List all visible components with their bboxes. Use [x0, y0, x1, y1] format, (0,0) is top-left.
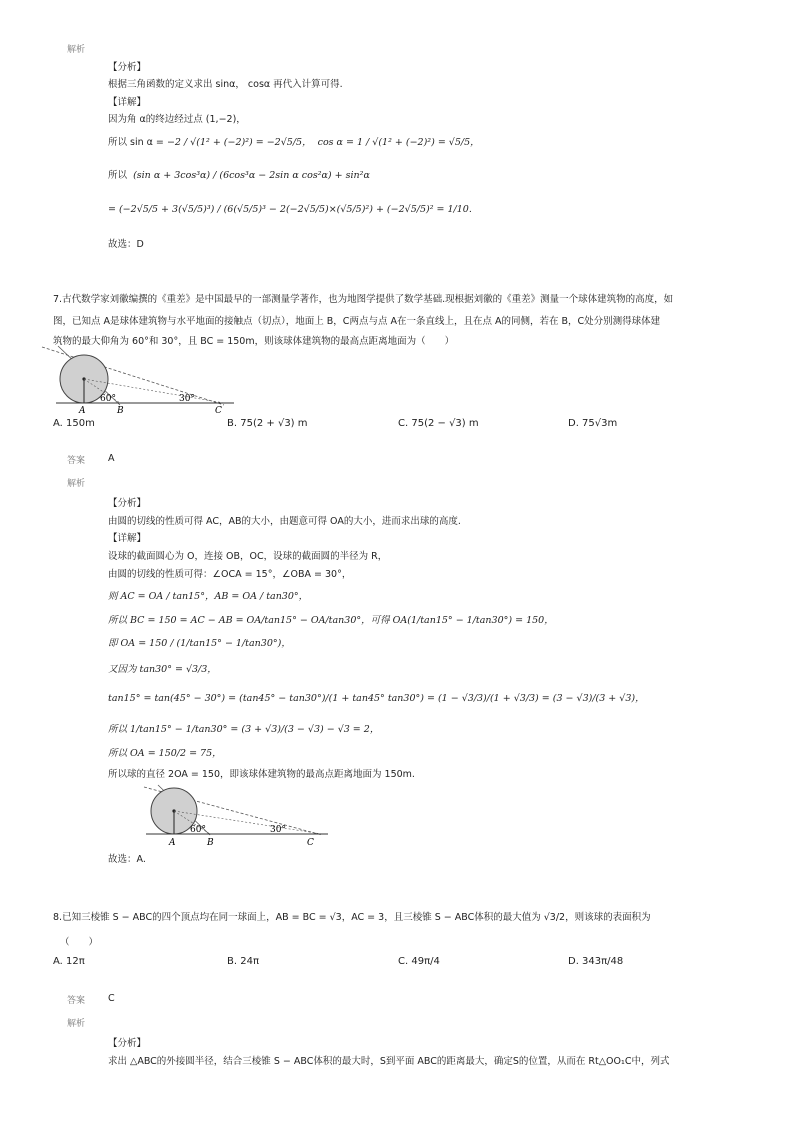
analysis-label: 解析 [67, 45, 86, 55]
point-a-label: A [169, 838, 176, 848]
solution-line: = (−2√5/5 + 3(√5/5)³) / (6(√5/5)³ − 2(−2√5/5)×(√5/5)²) + (−2√5/5)² = 1/10. [108, 204, 472, 215]
point-c-label: C [215, 406, 222, 416]
xiangjie-heading: 【详解】 [108, 533, 147, 544]
answer-value: C [108, 993, 115, 1004]
solution-line: 所以 sin α = −2 / √(1² + (−2)²) = −2√5/5， cos α = 1 / √(1² + (−2)²) = √5/5， [108, 137, 480, 148]
question-stem: 8.已知三棱锥 S − ABC的四个顶点均在同一球面上，AB = BC = √3，AC = 3，且三棱锥 S − ABC体积的最大值为 √3/2，则该球的表面积为 [53, 912, 651, 923]
fenxi-heading: 【分析】 [108, 498, 147, 509]
point-b-label: B [117, 406, 124, 416]
answer-label: 答案 [67, 996, 86, 1006]
option-a[interactable]: A. 150m [53, 418, 95, 429]
xiangjie-heading: 【详解】 [108, 97, 147, 108]
angle-60-label: 60° [190, 825, 206, 835]
sphere-figure-solution [138, 783, 338, 849]
solution-line: 由圆的切线的性质可得：∠OCA = 15°，∠OBA = 30°， [108, 569, 352, 580]
angle-30-label: 30° [179, 394, 195, 404]
answer-value: A [108, 453, 115, 464]
option-c[interactable]: C. 49π/4 [398, 956, 440, 967]
option-d[interactable]: D. 75√3m [568, 418, 618, 429]
question-stem: 7.古代数学家刘徽编撰的《重差》是中国最早的一部测量学著作，也为地图学提供了数学基础.现根据刘徽的《重差》测量一个球体建筑物的高度，如 [53, 294, 674, 305]
answer-label: 答案 [67, 456, 86, 466]
angle-30-label: 30° [270, 825, 286, 835]
solution-line: tan15° = tan(45° − 30°) = (tan45° − tan30°)/(1 + tan45° tan30°) = (1 − √3/3)/(1 + √3/3) = (3 − √3)/(3 + √3)， [108, 693, 645, 704]
fenxi-heading: 【分析】 [108, 62, 147, 73]
solution-line: 设球的截面圆心为 O，连接 OB，OC，设球的截面圆的半径为 R， [108, 551, 388, 562]
analysis-label: 解析 [67, 479, 86, 489]
fenxi-heading: 【分析】 [108, 1038, 147, 1049]
option-d[interactable]: D. 343π/48 [568, 956, 624, 967]
option-b[interactable]: B. 75(2 + √3) m [227, 418, 308, 429]
point-c-label: C [307, 838, 314, 848]
fenxi-text: 根据三角函数的定义求出 sinα， cosα 再代入计算可得. [108, 79, 343, 90]
question-stem: 筑物的最大仰角为 60°和 30°，且 BC = 150m，则该球体建筑物的最高点距离地面为（ ） [53, 336, 455, 347]
point-a-label: A [79, 406, 86, 416]
solution-line: 所以 OA = 150/2 = 75， [108, 748, 222, 759]
question-stem: （ ） [60, 937, 99, 948]
solution-line: 则 AC = OA / tan15°，AB = OA / tan30°， [108, 591, 309, 602]
question-stem: 图，已知点 A是球体建筑物与水平地面的接触点（切点），地面上 B，C两点与点 A在一条直线上，且在点 A的同侧，若在 B，C处分别测得球体建 [53, 316, 661, 327]
solution-line: 所以 1/tan15° − 1/tan30° = (3 + √3)/(3 − √3) − √3 = 2， [108, 724, 380, 735]
option-b[interactable]: B. 24π [227, 956, 259, 967]
analysis-label: 解析 [67, 1019, 86, 1029]
sphere-figure [38, 345, 248, 417]
solution-line: 所以 (sin α + 3cos³α) / (6cos³α − 2sin α cos²α) + sin²α [108, 170, 370, 181]
option-a[interactable]: A. 12π [53, 956, 85, 967]
solution-line: 所以球的直径 2OA = 150，即该球体建筑物的最高点距离地面为 150m. [108, 769, 415, 780]
point-b-label: B [207, 838, 214, 848]
answer-line: 故选：A. [108, 854, 146, 865]
fenxi-text: 求出 △ABC的外接圆半径，结合三棱锥 S − ABC体积的最大时，S到平面 ABC的距离最大，确定S的位置，从而在 Rt△OO₁C中，列式 [108, 1056, 670, 1067]
answer-line: 故选：D [108, 239, 144, 250]
solution-line: 即 OA = 150 / (1/tan15° − 1/tan30°)， [108, 638, 291, 649]
option-c[interactable]: C. 75(2 − √3) m [398, 418, 479, 429]
angle-60-label: 60° [100, 394, 116, 404]
solution-line: 所以 BC = 150 = AC − AB = OA/tan15° − OA/tan30°，可得 OA(1/tan15° − 1/tan30°) = 150， [108, 615, 554, 626]
solution-line: 又因为 tan30° = √3/3， [108, 664, 217, 675]
solution-line: 因为角 α的终边经过点 (1,−2)， [108, 114, 246, 125]
fenxi-text: 由圆的切线的性质可得 AC，AB的大小，由题意可得 OA的大小，进而求出球的高度. [108, 516, 461, 527]
